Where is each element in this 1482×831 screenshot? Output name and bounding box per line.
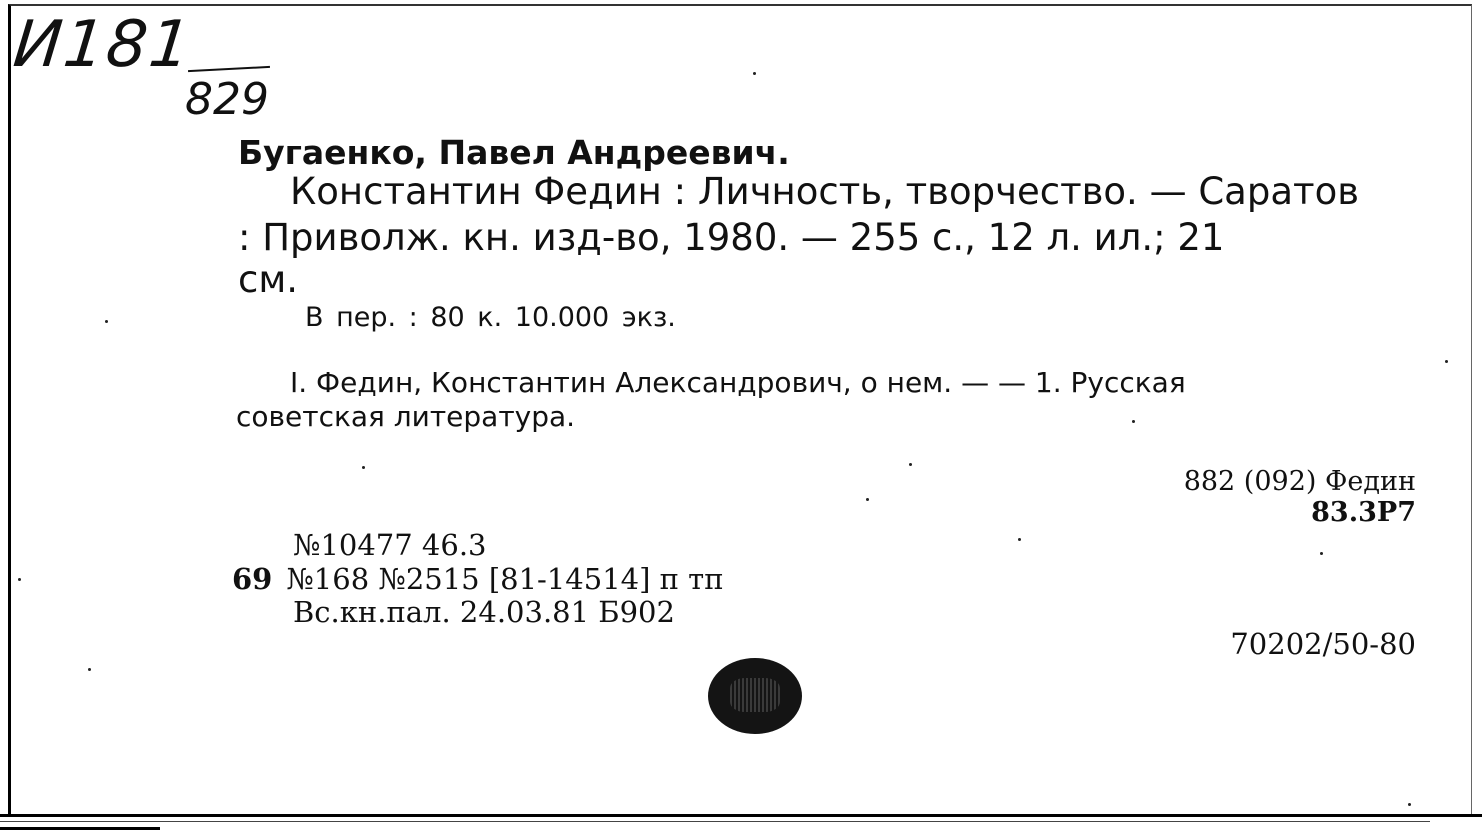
handwritten-sub-number: 829 (185, 74, 269, 125)
title-line-2: : Приволж. кн. изд-во, 1980. — 255 с., 12 л. ил.; 21 (238, 216, 1225, 259)
tracing-line-1: I. Федин, Константин Александрович, о нем. — — 1. Русская (290, 366, 1186, 399)
speck (18, 578, 21, 581)
registration-line-3: Вс.кн.пал. 24.03.81 Б902 (293, 595, 675, 629)
tracing-line-2: советская литература. (236, 400, 576, 433)
speck (909, 463, 912, 466)
card-bottom-edge (0, 814, 1482, 817)
speck (362, 466, 365, 469)
card-bottom-edge-thin (0, 821, 1430, 822)
speck (1320, 552, 1323, 555)
card-bottom-mark (0, 827, 160, 830)
speck (88, 668, 91, 671)
handwritten-call-number: И181 (10, 8, 196, 82)
bbk-classification: 83.3Р7 (1311, 497, 1416, 528)
order-number: 70202/50-80 (1230, 627, 1416, 661)
title-line-1: Константин Федин : Личность, творчество. — Саратов (290, 170, 1360, 213)
registration-prefix: 69 (232, 562, 273, 596)
registration-line-2 (232, 562, 724, 596)
speck (105, 320, 108, 323)
title-line-3: см. (238, 258, 299, 301)
registration-line-1: №10477 46.3 (293, 528, 487, 562)
speck (866, 498, 869, 501)
speck (1018, 538, 1021, 541)
price-and-print-run: В пер. : 80 к. 10.000 экз. (305, 302, 676, 333)
author-heading: Бугаенко, Павел Андреевич. (238, 133, 790, 172)
card-punch-hole (708, 658, 802, 734)
speck (1408, 803, 1411, 806)
udc-classification: 882 (092) Федин (1183, 466, 1416, 497)
registration-line-2-text: №168 №2515 [81-14514] п тп (286, 562, 724, 596)
speck (753, 72, 756, 75)
speck (1445, 360, 1448, 363)
speck (1132, 420, 1135, 423)
